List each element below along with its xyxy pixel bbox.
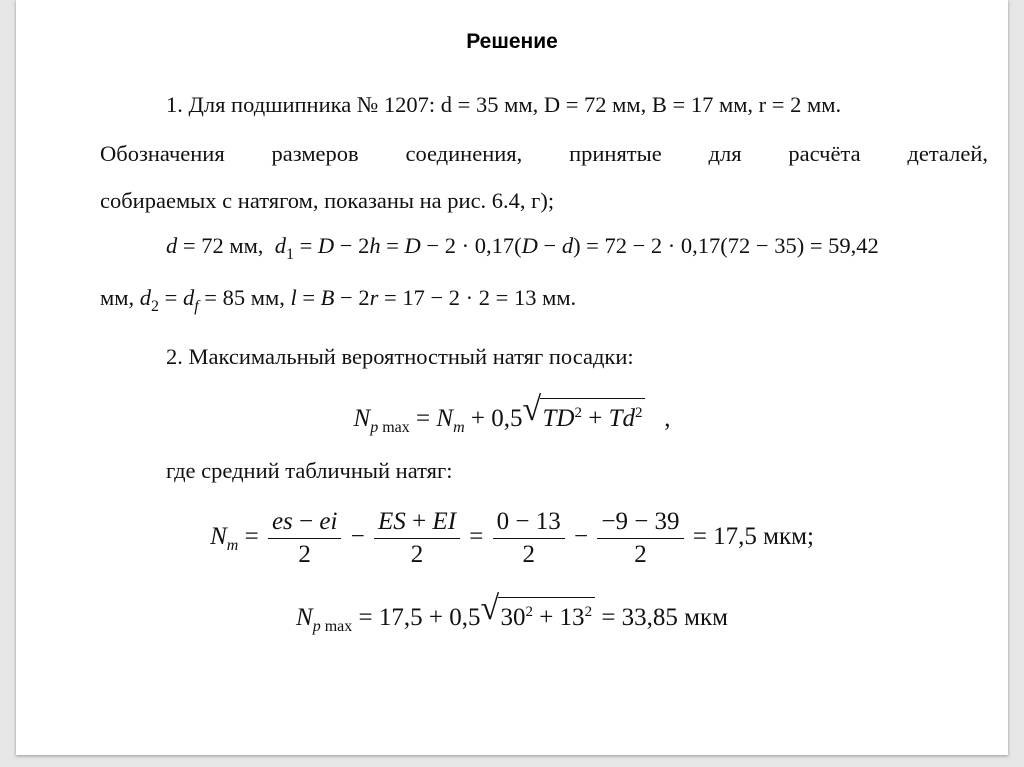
mm-unit-2: мм, <box>250 285 285 310</box>
slide <box>16 0 1008 755</box>
final-unit: мкм <box>684 604 728 631</box>
paragraph-2-where: где средний табличный натяг: <box>166 458 453 483</box>
nm-unit: мкм; <box>763 523 814 550</box>
paragraph-1-intro: 1. Для подшипника № 1207: d = 35 мм, D = 72 мм, B = 17 мм, r = 2 мм. <box>166 92 842 117</box>
equation-d2-l: мм, $d_2 = d_f = 85$ мм, l = B − 2r = 17 − 2 · 2 = 13 мм. <box>100 285 577 315</box>
d1-result: 59,42 <box>828 233 879 258</box>
equation-d1: d = 72 мм, $d_1 = D - 2h = D - 2 \cdot 0,17(D - d) = 72 - 2 \cdot 0,17(72 - 35) = 59,42$ <box>166 233 879 263</box>
nm-result: 17,5 <box>713 523 757 550</box>
formula-np-max: $N_{p max} = N_m + 0,5$ √ $TD^2 + Td^2$ , <box>353 391 671 436</box>
sqrt-symbol: √ $TD^2 + Td^2$ <box>522 398 645 433</box>
paragraph-1-line-2: Обозначения размеров соединения, принятые для расчёта деталей, <box>100 141 988 166</box>
d2-value: 85 <box>222 285 246 310</box>
fraction-0-13: $\frac{0 - 13}{2}$ <box>493 507 565 570</box>
fraction-ES-EI: $\frac{ES + EI}{2}$ <box>374 507 460 570</box>
fraction-neg9-39: $\frac{-9 - 39}{2}$ <box>597 507 683 570</box>
formula-np-max-result: $N_{p max} = 17,5 + 0,5$ √ $30^2 + 13^2 = 33,85$ мкм <box>296 590 728 635</box>
final-result: 33,85 <box>621 604 678 631</box>
paragraph-1-line-3: собираемых с натягом, показаны на рис. 6.4, г); <box>100 188 555 213</box>
l-result: 13 <box>513 285 537 310</box>
d-value: 72 <box>201 233 224 258</box>
paragraph-2-heading: 2. Максимальный вероятностный натяг посадки: <box>166 344 634 369</box>
formula-nm: $N_m$ = $\frac{es - ei}{2}$ − $\frac{ES + EI}{2}$ = $\frac{0 - 13}{2}$ − $\frac{-9 - 39}{2}$ = 17,5 мкм; <box>210 507 814 568</box>
page-title: Решение <box>466 30 558 53</box>
fraction-es-ei: $\frac{es - ei}{2}$ <box>268 507 341 570</box>
mm-prefix: мм, <box>100 285 135 310</box>
mm-unit-3: мм. <box>542 285 577 310</box>
sqrt-symbol-2: √ $30^2 + 13^2$ <box>480 597 595 632</box>
mm-unit: мм, <box>229 233 264 258</box>
